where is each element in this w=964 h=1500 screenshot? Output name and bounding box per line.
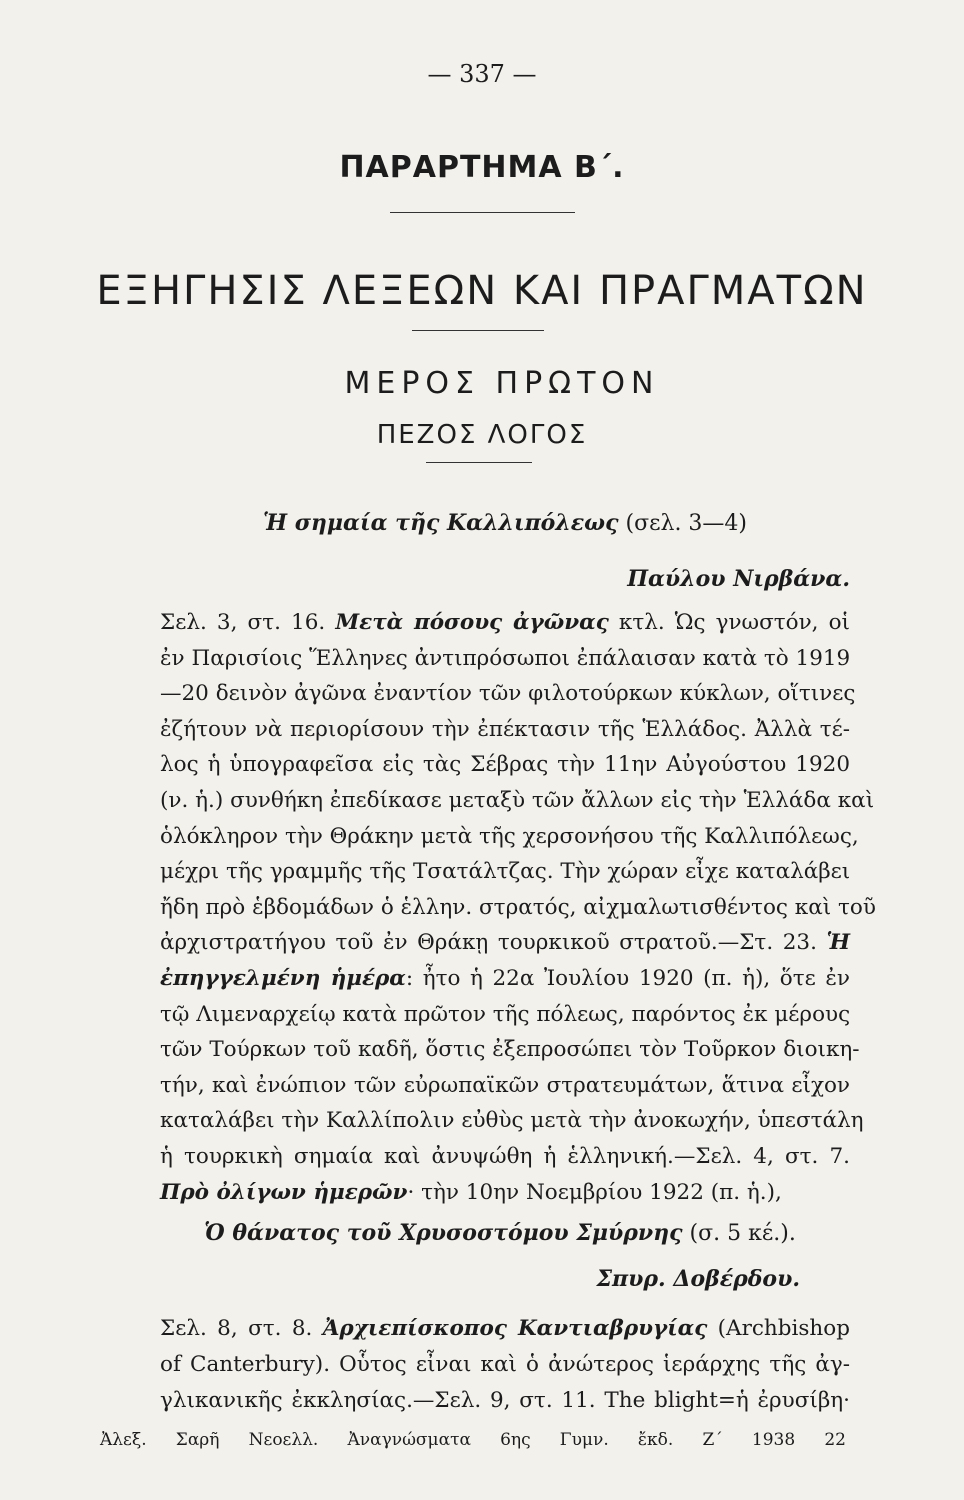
- page-number: — 337 —: [427, 60, 537, 88]
- text-line: [160, 926, 850, 960]
- emphasis-term: Πρὸ ὀλίγων ἡμερῶν: [160, 1179, 408, 1205]
- line-text: of Canterbury). Οὗτος εἶναι καὶ ὁ ἀνώτερος ἱεράρχης τῆς ἀγ-: [160, 1352, 850, 1377]
- part-heading: ΜΕΡΟΣ ΠΡΩΤΟΝ: [344, 366, 660, 401]
- text-line: [160, 820, 859, 854]
- line-text: τήν, καὶ ἐνώπιον τῶν εὐρωπαϊκῶν στρατευμάτων, ἅτινα εἶχον: [160, 1072, 850, 1098]
- section-title-text: Ὁ θάνατος τοῦ Χρυσοστόμου Σμύρνης: [204, 1220, 683, 1246]
- section-ref: (σ. 5 κέ.).: [682, 1221, 796, 1246]
- line-text: ἀρχιστρατήγου τοῦ ἐν Θράκῃ τουρκικοῦ στρατοῦ.—Στ. 23.: [160, 930, 827, 956]
- line-text: τῶν Τούρκων τοῦ καδῆ, ὅστις ἐξεπροσώπει τὸν Τοῦρκον διοικη-: [160, 1037, 860, 1063]
- page-footer: Ἀλεξ. Σαρῆ Νεοελλ. Ἀναγνώσματα 6ης Γυμν. ἔκδ. Ζ΄ 1938 22: [100, 1430, 846, 1450]
- section-author: [160, 562, 850, 597]
- text-line: [160, 1069, 850, 1103]
- line-text: —20 δεινὸν ἀγῶνα ἐναντίον τῶν φιλοτούρκων κύκλων, οἵτινες: [160, 681, 856, 707]
- subpart-divider: [426, 462, 532, 463]
- text-line: [160, 606, 850, 640]
- text-line: [160, 1033, 860, 1067]
- line-text: γλικανικῆς ἐκκλησίας.—Σελ. 9, στ. 11. The blight=ἡ ἐρυσίβη·: [160, 1388, 850, 1413]
- line-text: ἡ τουρκικὴ σημαία καὶ ἀνυψώθη ἡ ἑλληνική.—Σελ. 4, στ. 7.: [160, 1144, 850, 1169]
- section-title-text: Ἡ σημαία τῆς Καλλιπόλεως: [262, 510, 619, 536]
- line-text: κτλ. Ὡς γνωστόν, οἱ: [608, 610, 850, 635]
- line-text: λος ἡ ὑπογραφεῖσα εἰς τὰς Σέβρας τὴν 11ην Αὐγούστου 1920: [160, 752, 850, 778]
- emphasis-term: Μετὰ πόσους ἀγῶνας: [335, 610, 609, 635]
- line-text: (ν. ἡ.) συνθήκη ἐπεδίκασε μεταξὺ τῶν ἄλλων εἰς τὴν Ἑλλάδα καὶ: [160, 788, 875, 813]
- line-text: ἐζήτουν νὰ περιορίσουν τὴν ἐπέκτασιν τῆς Ἑλλάδος. Ἀλλὰ τέ-: [160, 716, 850, 742]
- text-line: [160, 855, 850, 889]
- emphasis-term: Ἀρχιεπίσκοπος Καντιαβρυγίας: [322, 1316, 708, 1341]
- emphasis-term: Ἡ: [826, 930, 850, 956]
- line-text: (Archbishop: [707, 1316, 850, 1341]
- text-line: [160, 998, 850, 1032]
- line-text: τῷ Λιμεναρχείῳ κατὰ πρῶτον τῆς πόλεως, παρόντος ἐκ μέρους: [160, 1001, 851, 1027]
- author-name: Σπυρ. Δοβέρδου.: [596, 1266, 800, 1292]
- emphasis-term: ἐπηγγελμένη ἡμέρα: [160, 966, 406, 991]
- appendix-underline: [390, 212, 575, 213]
- line-text: μέχρι τῆς γραμμῆς τῆς Τσατάλτζας. Τὴν χώραν εἶχε καταλάβει: [160, 859, 851, 885]
- text-line: [160, 1348, 850, 1382]
- line-text: καταλάβει τὴν Καλλίπολιν εὐθὺς μετὰ τὴν ἀνοκωχήν, ὑπεστάλη: [160, 1108, 864, 1134]
- line-text: Σελ. 8, στ. 8.: [160, 1316, 323, 1341]
- line-text: · τὴν 10ην Νοεμβρίου 1922 (π. ἡ.),: [407, 1179, 782, 1205]
- line-text: ἐν Παρισίοις Ἕλληνες ἀντιπρόσωποι ἐπάλαισαν κατὰ τὸ 1919: [160, 645, 851, 671]
- line-text: Σελ. 3, στ. 16.: [160, 610, 336, 635]
- text-line: [160, 1384, 850, 1418]
- section-title: [160, 506, 850, 541]
- line-text: : ἦτο ἡ 22α Ἰουλίου 1920 (π. ἡ), ὅτε ἐν: [405, 966, 850, 991]
- text-line: [160, 1176, 850, 1210]
- text-line: [160, 962, 850, 996]
- text-line: [160, 748, 850, 782]
- text-line: [160, 1312, 850, 1346]
- line-text: ἤδη πρὸ ἑβδομάδων ὁ ἑλλην. στρατός, αἰχμαλωτισθέντος καὶ τοῦ: [160, 894, 876, 920]
- text-line: [160, 713, 850, 747]
- text-line: [160, 677, 856, 711]
- text-line: [160, 1140, 850, 1174]
- title-divider: [412, 330, 544, 331]
- author-name: Παύλου Νιρβάνα.: [627, 566, 850, 592]
- section-author: [160, 1262, 800, 1297]
- subpart-heading: ΠΕΖΟΣ ΛΟΓΟΣ: [376, 420, 588, 450]
- text-line: [160, 784, 875, 818]
- line-text: ὁλόκληρον τὴν Θράκην μετὰ τῆς χερσονήσου τῆς Καλλιπόλεως,: [160, 823, 859, 849]
- text-line: [160, 1104, 864, 1138]
- main-title: ΕΞΗΓΗΣΙΣ ΛΕΞΕΩΝ ΚΑΙ ΠΡΑΓΜΑΤΩΝ: [96, 268, 868, 314]
- text-line: [160, 642, 850, 676]
- section-title: [200, 1216, 800, 1251]
- appendix-heading: ΠΑΡΑΡΤΗΜΑ Β΄.: [339, 150, 625, 185]
- section-ref: (σελ. 3—4): [618, 511, 748, 536]
- text-line: [160, 891, 876, 925]
